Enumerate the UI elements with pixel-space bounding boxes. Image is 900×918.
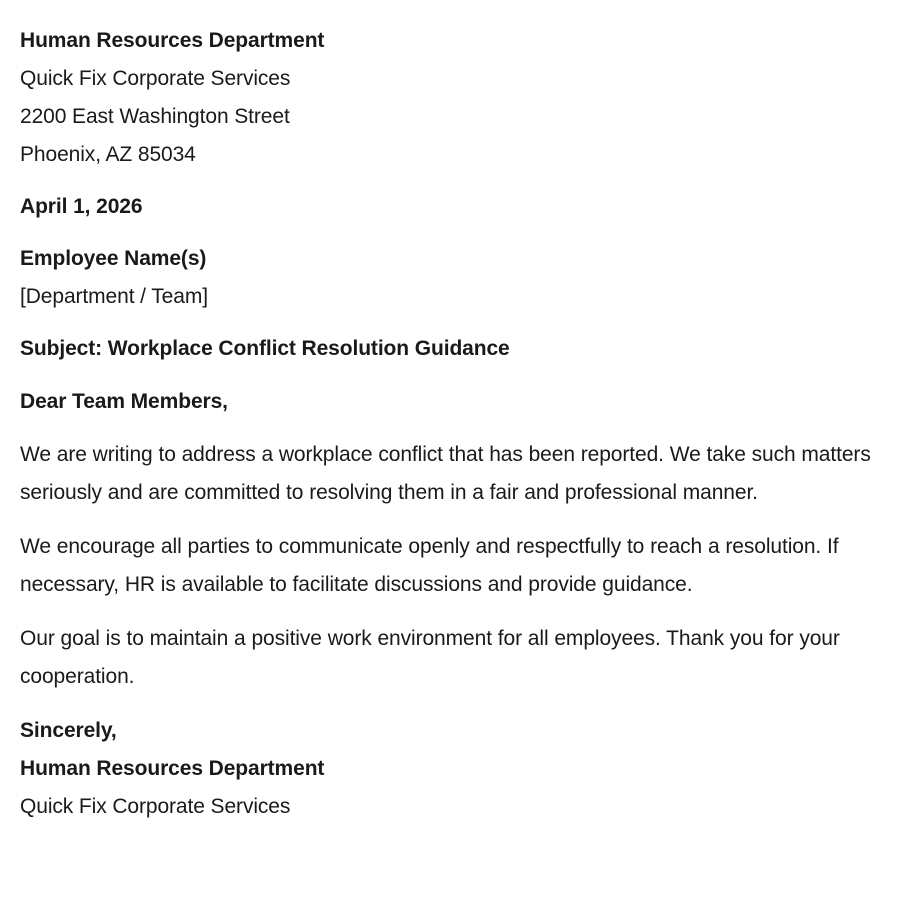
letterhead-organization: Human Resources Department xyxy=(20,29,325,52)
recipient-name: Employee Name(s) xyxy=(20,247,207,270)
body-paragraph: We are writing to address a workplace conflict that has been reported. We take such matters seriously and are committed to resolving them in a fair and professional manner. xyxy=(20,443,871,504)
letter-date: April 1, 2026 xyxy=(20,195,143,218)
signature-closing: Sincerely, xyxy=(20,719,117,742)
signature-company: Quick Fix Corporate Services xyxy=(20,795,291,818)
salutation-block xyxy=(20,383,880,421)
letterhead-block xyxy=(20,22,880,174)
letterhead-company: Quick Fix Corporate Services xyxy=(20,67,291,90)
body-paragraph: Our goal is to maintain a positive work environment for all employees. Thank you for your cooperation. xyxy=(20,627,840,688)
signature-organization: Human Resources Department xyxy=(20,757,325,780)
body-paragraph: We encourage all parties to communicate openly and respectfully to reach a resolution. If necessary, HR is available to facilitate discussions and provide guidance. xyxy=(20,535,839,596)
subject-line: Subject: Workplace Conflict Resolution Guidance xyxy=(20,337,510,360)
letterhead-city-state-zip: Phoenix, AZ 85034 xyxy=(20,143,196,166)
signature-block xyxy=(20,712,880,826)
subject-block xyxy=(20,330,880,368)
salutation: Dear Team Members, xyxy=(20,390,228,413)
letterhead-street: 2200 East Washington Street xyxy=(20,105,290,128)
date-block xyxy=(20,188,880,226)
recipient-department: [Department / Team] xyxy=(20,285,208,308)
letter-body xyxy=(20,22,880,826)
recipient-block xyxy=(20,240,880,316)
